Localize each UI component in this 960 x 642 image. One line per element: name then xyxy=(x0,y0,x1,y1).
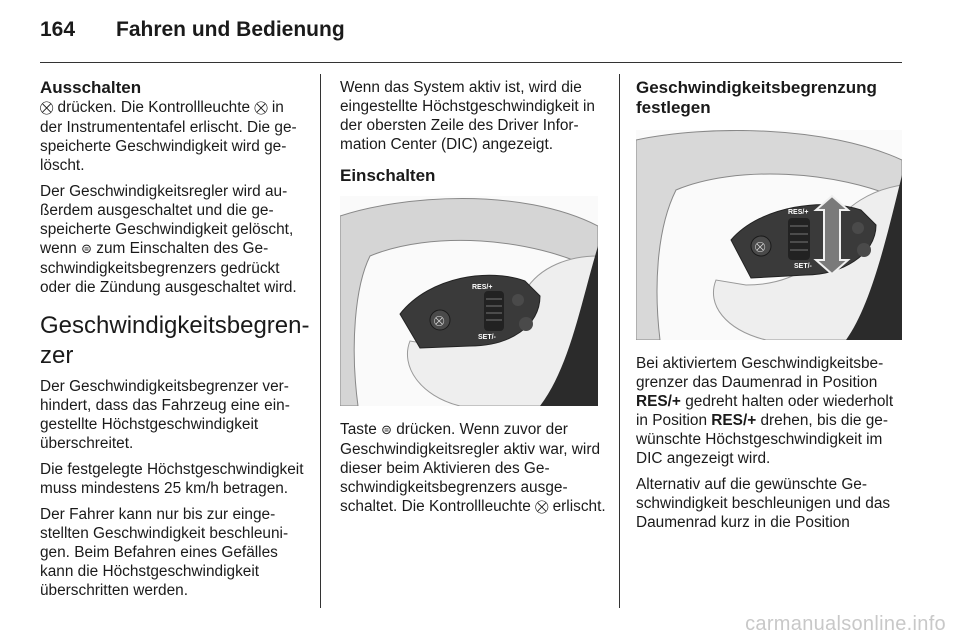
column-2 xyxy=(340,78,606,524)
paragraph: Taste ⊜ drücken. Wenn zuvor der Geschwindigkeitsregler aktiv war, wird dieser beim Aktivieren des Geschwindigkeitsbegrenzers ausgeschaltet. Die Kontrollleuchte ⛒ erlischt. xyxy=(340,421,606,515)
cruise-off-icon: ⛒ xyxy=(254,101,268,116)
svg-text:⛒: ⛒ xyxy=(755,242,766,253)
heading-festlegen: Geschwindigkeitsbegrenzung festlegen xyxy=(636,78,877,117)
paragraph: Der Geschwindigkeitsregler wird außerdem ausgeschaltet und die gespeicherte Geschwindigkeit gelöscht, wenn ⊜ zum Einschalten des Geschwindigkeitsbegrenzers gedrückt oder die Zündung ausgeschaltet wird. xyxy=(40,183,297,296)
paragraph: Der Geschwindigkeitsbegrenzer verhindert, dass das Fahrzeug eine eingestellte Höchstgeschwindigkeit überschreitet. xyxy=(40,378,290,452)
column-divider xyxy=(619,74,620,608)
heading-einschalten: Einschalten xyxy=(340,166,436,185)
paragraph: Alternativ auf die gewünschte Geschwindigkeit beschleunigen und das Daumenrad kurz in die Position xyxy=(636,476,891,531)
paragraph: ⛒ drücken. Die Kontrollleuchte ⛒ in der Instrumententafel erlischt. Die gespeicherte Geschwindigkeit wird gelöscht. xyxy=(40,99,297,174)
speed-limiter-icon: ⊜ xyxy=(81,242,92,257)
res-label: RES/+ xyxy=(788,209,809,216)
paragraph: Der Fahrer kann nur bis zur eingestellten Geschwindigkeit beschleunigen. Beim Befahren eines Gefälles kann die Höchstgeschwindigkeit überschritten werden. xyxy=(40,506,289,599)
column-divider xyxy=(320,74,321,608)
steering-wheel-illustration xyxy=(340,196,598,406)
chapter-title: Fahren und Bedienung xyxy=(116,18,345,41)
page-number: 164 xyxy=(40,18,76,41)
paragraph: Wenn das System aktiv ist, wird die eingestellte Höchstgeschwindigkeit in der obersten Zeile des Driver Information Center (DIC) angezeigt. xyxy=(340,79,595,153)
cruise-off-icon: ⛒ xyxy=(40,101,54,116)
paragraph: Die festgelegte Höchstgeschwindigkeit muss mindestens 25 km/h betragen. xyxy=(40,461,304,497)
column-3 xyxy=(636,78,902,539)
page-header xyxy=(40,18,902,63)
cruise-off-icon: ⛒ xyxy=(535,500,549,515)
steering-wheel-thumbwheel-illustration xyxy=(636,130,902,340)
section-title: Geschwindigkeitsbegrenzer xyxy=(40,312,310,369)
res-label: RES/+ xyxy=(472,284,493,291)
paragraph: Bei aktiviertem Geschwindigkeitsbegrenzer das Daumenrad in Position RES/+ gedreht halten oder wiederholt in Position RES/+ drehen, bis die gewünschte Höchstgeschwindigkeit im DIC angezeigt wird. xyxy=(636,355,894,467)
svg-text:⛒: ⛒ xyxy=(434,316,445,327)
column-1 xyxy=(40,78,310,607)
watermark: carmanualsonline.info xyxy=(745,613,946,635)
heading-ausschalten: Ausschalten xyxy=(40,78,142,97)
set-label: SET/- xyxy=(794,263,812,270)
speed-limiter-icon: ⊜ xyxy=(381,423,392,438)
set-label: SET/- xyxy=(478,334,496,341)
